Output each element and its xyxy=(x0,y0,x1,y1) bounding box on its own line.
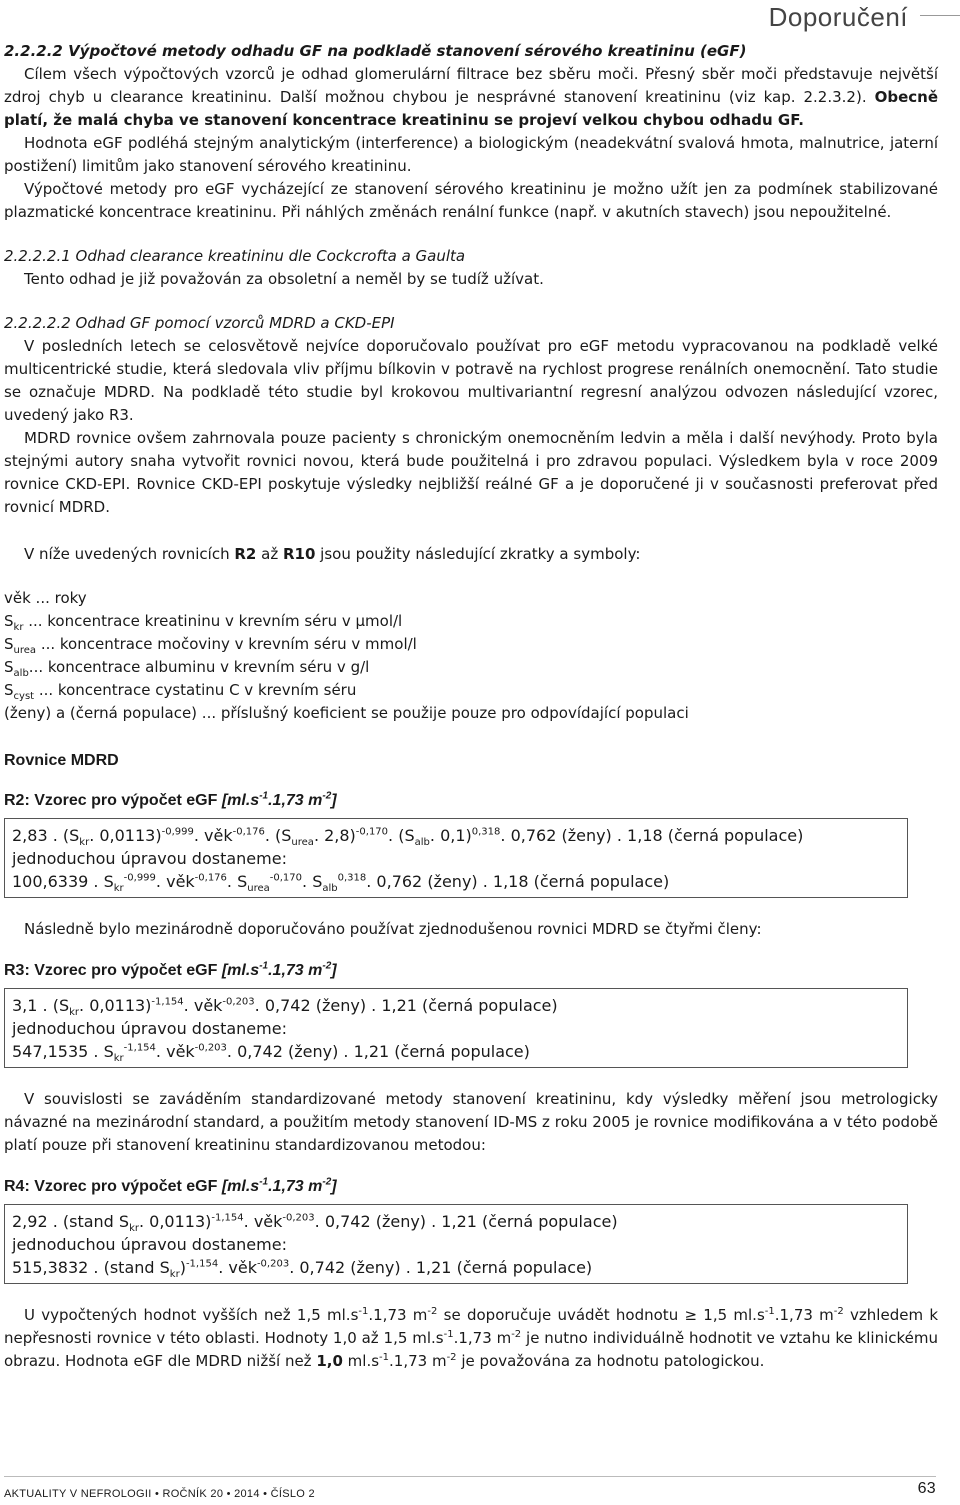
standardization-note: V souvislosti se zaváděním standardizované metody stanovení kreatininu, kdy výsledky měření jsou metrologicky návazné na mezinárodní standard, a použitím metody stanovení ID-MS z roku 2005 je rovnice modifikována a v této podobě platí pouze při stanovení kreatininu standardizovanou metodou: xyxy=(4,1090,938,1154)
symbol-coefficients: (ženy) a (černá populace) ... příslušný koeficient se použije pouze pro odpovídající populaci xyxy=(4,704,689,722)
mdrd-note: Následně bylo mezinárodně doporučováno používat zjednodušenou rovnici MDRD se čtyřmi členy: xyxy=(24,920,762,938)
symbol-scyst: $S_{cyst}$ ... koncentrace cystatinu C v krevním séru xyxy=(4,681,357,702)
r2-formula-line1: 2,83 . ($S_{kr}$. 0,0113)$^{-0,999}$. věk$^{-0,176}$. ($S_{urea}$. 2,8)$^{-0,170}$. ($S_{alb}$. 0,1)$^{0,318}$. 0,762 (ženy) . 1,18 (černá populace) xyxy=(12,826,804,849)
ref-r2: R2 xyxy=(234,545,257,563)
r2-formula-line2: jednoduchou úpravou dostaneme: xyxy=(12,849,287,868)
r3-formula-box xyxy=(4,988,908,1068)
subsection-heading: 2.2.2.2.2 Odhad GF pomocí vzorců MDRD a CKD-EPI xyxy=(4,314,395,332)
r3-formula-line2: jednoduchou úpravou dostaneme: xyxy=(12,1019,287,1038)
footer-rule xyxy=(4,1476,936,1477)
symbol-skr: $S_{kr}$ ... koncentrace kreatininu v krevním séru v µmol/l xyxy=(4,612,403,633)
r3-formula-line1: 3,1 . ($S_{kr}$. 0,0113)$^{-1,154}$. věk$^{-0,203}$. 0,742 (ženy) . 1,21 (černá populace) xyxy=(12,996,558,1019)
symbol-age: věk ... roky xyxy=(4,589,87,607)
r2-formula-box xyxy=(4,818,908,898)
paragraph: V posledních letech se celosvětově nejvíce doporučovalo používat pro eGF metodu vypracovanou na podkladě velké multicentrické studie, která sledovala vliv příjmu bílkovin v potravě na rychlost progrese renálních onemocnění. Tato studie se označuje MDRD. Na podkladě této studie byl krokovou multivariantní regresní analýzou odvozen následující vzorec, uvedený jako R3. xyxy=(4,337,938,424)
paragraph: Hodnota eGF podléhá stejným analytickým (interference) a biologickým (neadekvátní svalová hmota, malnutrice, jaterní postižení) limitům jako stanovení sérového kreatininu. xyxy=(4,134,938,175)
text: jsou použity následující zkratky a symboly: xyxy=(315,545,641,563)
section-title: Doporučení xyxy=(768,2,908,32)
page-header xyxy=(0,0,960,34)
r2-formula-line3: 100,6339 . $S_{kr}^{-0,999}$. věk$^{-0,176}$. $S_{urea}^{-0,170}$. $S_{alb}^{0,318}$. 0,762 (ženy) . 1,18 (černá populace) xyxy=(12,872,670,895)
r3-formula-line3: 547,1535 . $S_{kr}^{-1,154}$. věk$^{-0,203}$. 0,742 (ženy) . 1,21 (černá populace) xyxy=(12,1042,530,1065)
text: V níže uvedených rovnicích xyxy=(24,545,235,563)
r4-title: R4: Vzorec pro výpočet eGF [$ml.s^{-1}.1,73$ $m^{-2}$] xyxy=(4,1176,337,1195)
text: Cílem všech výpočtových vzorců je odhad glomerulární filtrace bez sběru moči. Přesný sběr moči představuje největší zdroj chyb u clearance kreatininu. Další možnou chybou je nesprávné stanovení kreatininu (viz kap. 2.2.3.2). xyxy=(4,65,938,106)
abbreviation-intro xyxy=(4,543,938,566)
mdrd-heading: Rovnice MDRD xyxy=(4,752,119,769)
paragraph: Tento odhad je již považován za obsoletní a neměl by se tudíž užívat. xyxy=(24,270,544,288)
paragraph: Výpočtové metody pro eGF vycházející ze stanovení sérového kreatininu je možno užít jen za podmínek stabilizované plazmatické koncentrace kreatininu. Při náhlých změnách renální funkce (např. v akutních stavech) jsou nepoužitelné. xyxy=(4,180,938,221)
r4-formula-box xyxy=(4,1204,908,1284)
r2-title: R2: Vzorec pro výpočet eGF [$ml.s^{-1}.1,73$ $m^{-2}$] xyxy=(4,790,337,809)
paragraph xyxy=(4,63,938,132)
header-rule xyxy=(920,15,960,16)
symbol-salb: $S_{alb}$... koncentrace albuminu v krevním séru v g/l xyxy=(4,658,370,679)
emphasis: Obecně platí, že malá chyba ve stanovení koncentrace kreatininu se projeví velkou chybou odhadu GF. xyxy=(4,88,938,129)
section-heading: 2.2.2.2 Výpočtové metody odhadu GF na podkladě stanovení sérového kreatininu (eGF) xyxy=(4,42,747,60)
article-body xyxy=(4,40,938,1373)
r4-formula-line2: jednoduchou úpravou dostaneme: xyxy=(12,1235,287,1254)
text: až xyxy=(256,545,283,563)
r3-title: R3: Vzorec pro výpočet eGF [$ml.s^{-1}.1,73$ $m^{-2}$] xyxy=(4,960,337,979)
page-number: 63 xyxy=(917,1480,936,1497)
journal-info: AKTUALITY V NEFROLOGII • ROČNÍK 20 • 2014 • ČÍSLO 2 xyxy=(4,1488,315,1500)
final-note: U vypočtených hodnot vyšších než 1,5 $ml.s^{-1}.1,73$ $m^{-2}$ se doporučuje uvádět hodnotu ≥ 1,5 $ml.s^{-1}.1,73$ $m^{-2}$ vzhledem k nepřesnosti rovnice v této oblasti. Hodnoty 1,0 až 1,5 $ml.s^{-1}.1,73$ $m^{-2}$ je nutno individuálně hodnotit ve vztahu ke klinickému obrazu. Hodnota eGF dle MDRD nižší než 1,0 $ml.s^{-1}.1,73$ $m^{-2}$ je považována za hodnotu patologickou. xyxy=(4,1306,939,1370)
r4-formula-line3: 515,3832 . (stand $S_{kr})^{-1,154}$. věk$^{-0,203}$. 0,742 (ženy) . 1,21 (černá populace) xyxy=(12,1258,593,1281)
page-footer xyxy=(4,1480,936,1502)
paragraph: MDRD rovnice ovšem zahrnovala pouze pacienty s chronickým onemocněním ledvin a měla i další nevýhody. Proto byla stejnými autory snaha vytvořit rovnici novou, která bude použitelná i pro zdravou populaci. Výsledkem byla v roce 2009 rovnice CKD-EPI. Rovnice CKD-EPI poskytuje výsledky nejbližší reálné GF a je doporučené ji v současnosti preferovat před rovnicí MDRD. xyxy=(4,429,938,516)
r4-formula-line1: 2,92 . (stand $S_{kr}$. 0,0113)$^{-1,154}$. věk$^{-0,203}$. 0,742 (ženy) . 1,21 (černá populace) xyxy=(12,1212,618,1235)
symbol-surea: $S_{urea}$ ... koncentrace močoviny v krevním séru v mmol/l xyxy=(4,635,417,656)
ref-r10: R10 xyxy=(282,545,316,563)
subsection-heading: 2.2.2.2.1 Odhad clearance kreatininu dle Cockcrofta a Gaulta xyxy=(4,247,466,265)
